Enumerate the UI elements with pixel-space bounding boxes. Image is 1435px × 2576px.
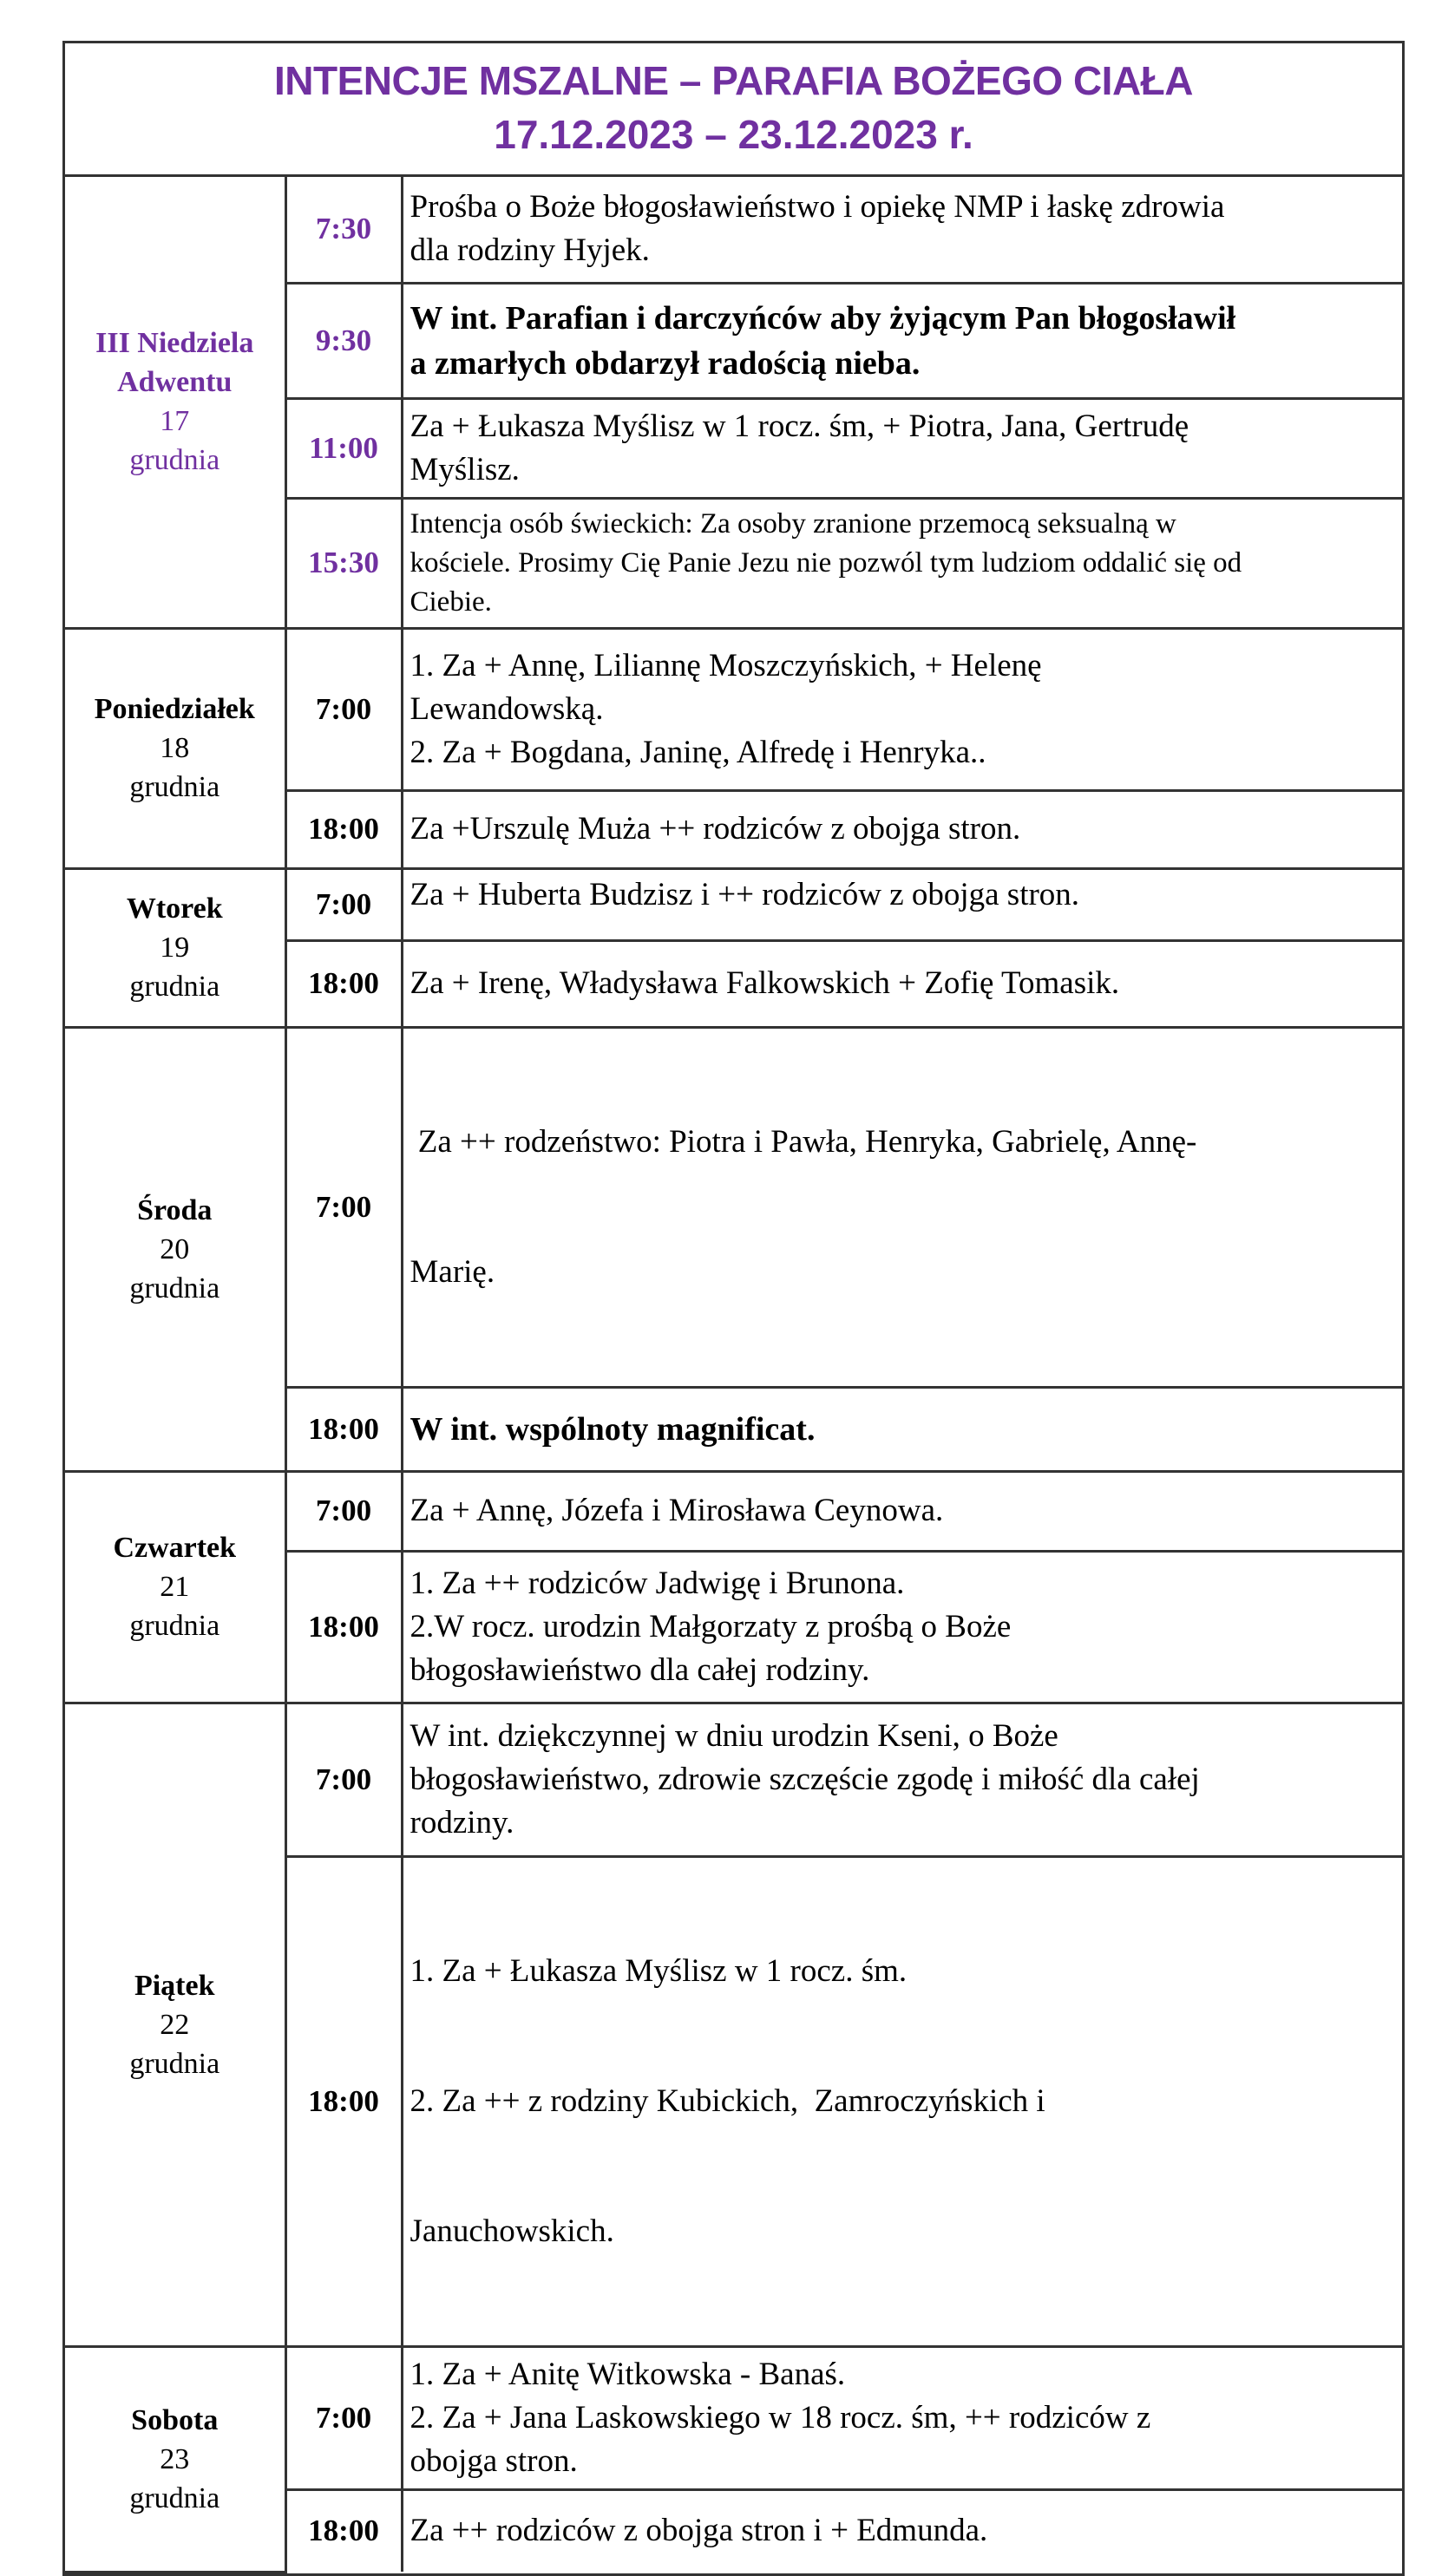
day-month: grudnia	[129, 444, 220, 477]
day-name-cont: Adwentu	[117, 366, 233, 399]
mass-time: 18:00	[285, 1551, 402, 1703]
day-number: 17	[160, 405, 190, 438]
mass-intention	[402, 177, 1402, 283]
intention-line: a zmarłych obdarzył radością nieba.	[410, 344, 921, 382]
schedule-header	[65, 43, 1402, 177]
day-name: Poniedziałek	[94, 693, 255, 725]
day-cell-saturday	[65, 2346, 285, 2572]
intention-line: Za + Łukasza Myślisz w 1 rocz. śm, + Piotra, Jana, Gertrudę	[410, 408, 1189, 444]
day-month: grudnia	[129, 971, 220, 1003]
day-name: Środa	[137, 1193, 213, 1226]
intention-line: Za ++ rodzeństwo: Piotra i Pawła, Henryka, Gabrielę, Annę-	[410, 1123, 1197, 1160]
mass-time: 18:00	[285, 2489, 402, 2572]
mass-intention	[402, 1471, 1402, 1551]
intention-line: 1. Za + Łukasza Myślisz w 1 rocz. śm.	[410, 1952, 908, 1989]
mass-intention	[402, 628, 1402, 790]
intention-line: błogosławieństwo, zdrowie szczęście zgodę i miłość dla całej	[410, 1761, 1200, 1797]
table-row	[65, 177, 1402, 283]
intentions-table	[65, 177, 1402, 2573]
mass-time: 7:30	[285, 177, 402, 283]
day-number: 20	[160, 1232, 190, 1265]
intention-line: Intencja osób świeckich: Za osoby zranione przemocą seksualną w	[410, 507, 1176, 539]
intention-line: 1. Za + Annę, Liliannę Moszczyńskich, + Helenę	[410, 647, 1042, 683]
mass-intention	[402, 790, 1402, 868]
mass-time: 7:00	[285, 1471, 402, 1551]
mass-intention	[402, 1856, 1402, 2346]
intention-line: W int. dziękczynnej w dniu urodzin Kseni, o Boże	[410, 1717, 1058, 1754]
mass-intention	[402, 940, 1402, 1027]
mass-intention	[402, 2489, 1402, 2572]
day-cell-tuesday	[65, 868, 285, 1027]
mass-intention	[402, 868, 1402, 940]
mass-intention	[402, 1551, 1402, 1703]
mass-time: 7:00	[285, 2346, 402, 2489]
mass-time: 7:00	[285, 1027, 402, 1387]
intention-line: Prośba o Boże błogosławieństwo i opiekę NMP i łaskę zdrowia	[410, 189, 1225, 226]
mass-intention	[402, 1027, 1402, 1387]
day-month: grudnia	[129, 1272, 220, 1304]
intention-line: W int. wspólnoty magnificat.	[410, 1410, 816, 1448]
table-row	[65, 628, 1402, 790]
intention-line: Januchowskich.	[410, 2213, 614, 2249]
day-number: 21	[160, 1571, 190, 1603]
day-name: Piątek	[134, 1969, 215, 2002]
intention-line: Za +Urszulę Muża ++ rodziców z obojga stron.	[410, 811, 1021, 847]
intention-line: Za + Huberta Budzisz i ++ rodziców z obojga stron.	[410, 876, 1080, 912]
intention-line: Lewandowską.	[410, 690, 604, 727]
intention-line: Za + Irenę, Władysława Falkowskich + Zofię Tomasik.	[410, 965, 1120, 1001]
intention-line: błogosławieństwo dla całej rodziny.	[410, 1651, 870, 1688]
date-range: 17.12.2023 – 23.12.2023 r.	[494, 112, 973, 157]
mass-time: 7:00	[285, 1703, 402, 1856]
intention-line: Za + Annę, Józefa i Mirosława Ceynowa.	[410, 1493, 944, 1528]
mass-time: 11:00	[285, 398, 402, 498]
day-month: grudnia	[129, 771, 220, 803]
mass-time: 18:00	[285, 1387, 402, 1471]
intention-line: 2. Za + Jana Laskowskiego w 18 rocz. śm, ++ rodziców z	[410, 2399, 1151, 2435]
day-month: grudnia	[129, 2047, 220, 2080]
mass-time: 18:00	[285, 790, 402, 868]
schedule-document	[62, 41, 1405, 2576]
table-row	[65, 1027, 1402, 1387]
mass-intention	[402, 398, 1402, 498]
intention-line: kościele. Prosimy Cię Panie Jezu nie pozwól tym ludziom oddalić się od	[410, 546, 1242, 579]
intention-line: Ciebie.	[410, 585, 492, 618]
mass-intention	[402, 1387, 1402, 1471]
intention-line: Myślisz.	[410, 451, 520, 487]
day-cell-thursday	[65, 1471, 285, 1703]
intention-line: 1. Za + Anitę Witkowska - Banaś.	[410, 2356, 846, 2392]
mass-intention	[402, 283, 1402, 398]
day-month: grudnia	[129, 2481, 220, 2514]
mass-time: 7:00	[285, 868, 402, 940]
table-row	[65, 2346, 1402, 2489]
day-name: Sobota	[131, 2403, 219, 2436]
intention-line: W int. Parafian i darczyńców aby żyjącym Pan błogosławił	[410, 299, 1236, 337]
intention-line: 1. Za ++ rodziców Jadwigę i Brunona.	[410, 1565, 905, 1601]
mass-time: 18:00	[285, 940, 402, 1027]
day-name: III Niedziela	[95, 327, 254, 360]
day-number: 22	[160, 2008, 190, 2041]
page-title: INTENCJE MSZALNE – PARAFIA BOŻEGO CIAŁA	[274, 58, 1193, 103]
day-cell-wednesday	[65, 1027, 285, 1471]
intention-line: Za ++ rodziców z obojga stron i + Edmunda.	[410, 2513, 988, 2549]
intention-line: 2. Za + Bogdana, Janinę, Alfredę i Henryka..	[410, 734, 986, 770]
mass-time: 7:00	[285, 628, 402, 790]
intention-line: dla rodziny Hyjek.	[410, 232, 650, 269]
intention-line: 2. Za ++ z rodziny Kubickich, Zamroczyńskich i	[410, 2082, 1045, 2119]
day-cell-sunday	[65, 177, 285, 628]
mass-intention	[402, 1703, 1402, 1856]
day-name: Czwartek	[113, 1532, 237, 1564]
day-number: 23	[160, 2442, 190, 2475]
table-row	[65, 868, 1402, 940]
mass-intention	[402, 498, 1402, 628]
mass-time: 18:00	[285, 1856, 402, 2346]
intention-line: 2.W rocz. urodzin Małgorzaty z prośbą o Boże	[410, 1608, 1012, 1644]
day-cell-monday	[65, 628, 285, 868]
day-cell-friday	[65, 1703, 285, 2346]
mass-time: 9:30	[285, 283, 402, 398]
day-number: 19	[160, 932, 190, 964]
table-row	[65, 1471, 1402, 1551]
day-month: grudnia	[129, 1610, 220, 1642]
table-row	[65, 1703, 1402, 1856]
intention-line: rodziny.	[410, 1804, 514, 1840]
day-number: 18	[160, 732, 190, 764]
intention-line: obojga stron.	[410, 2442, 578, 2479]
mass-intention	[402, 2346, 1402, 2489]
mass-time: 15:30	[285, 498, 402, 628]
intention-line: Marię.	[410, 1253, 495, 1290]
day-name: Wtorek	[126, 892, 223, 925]
